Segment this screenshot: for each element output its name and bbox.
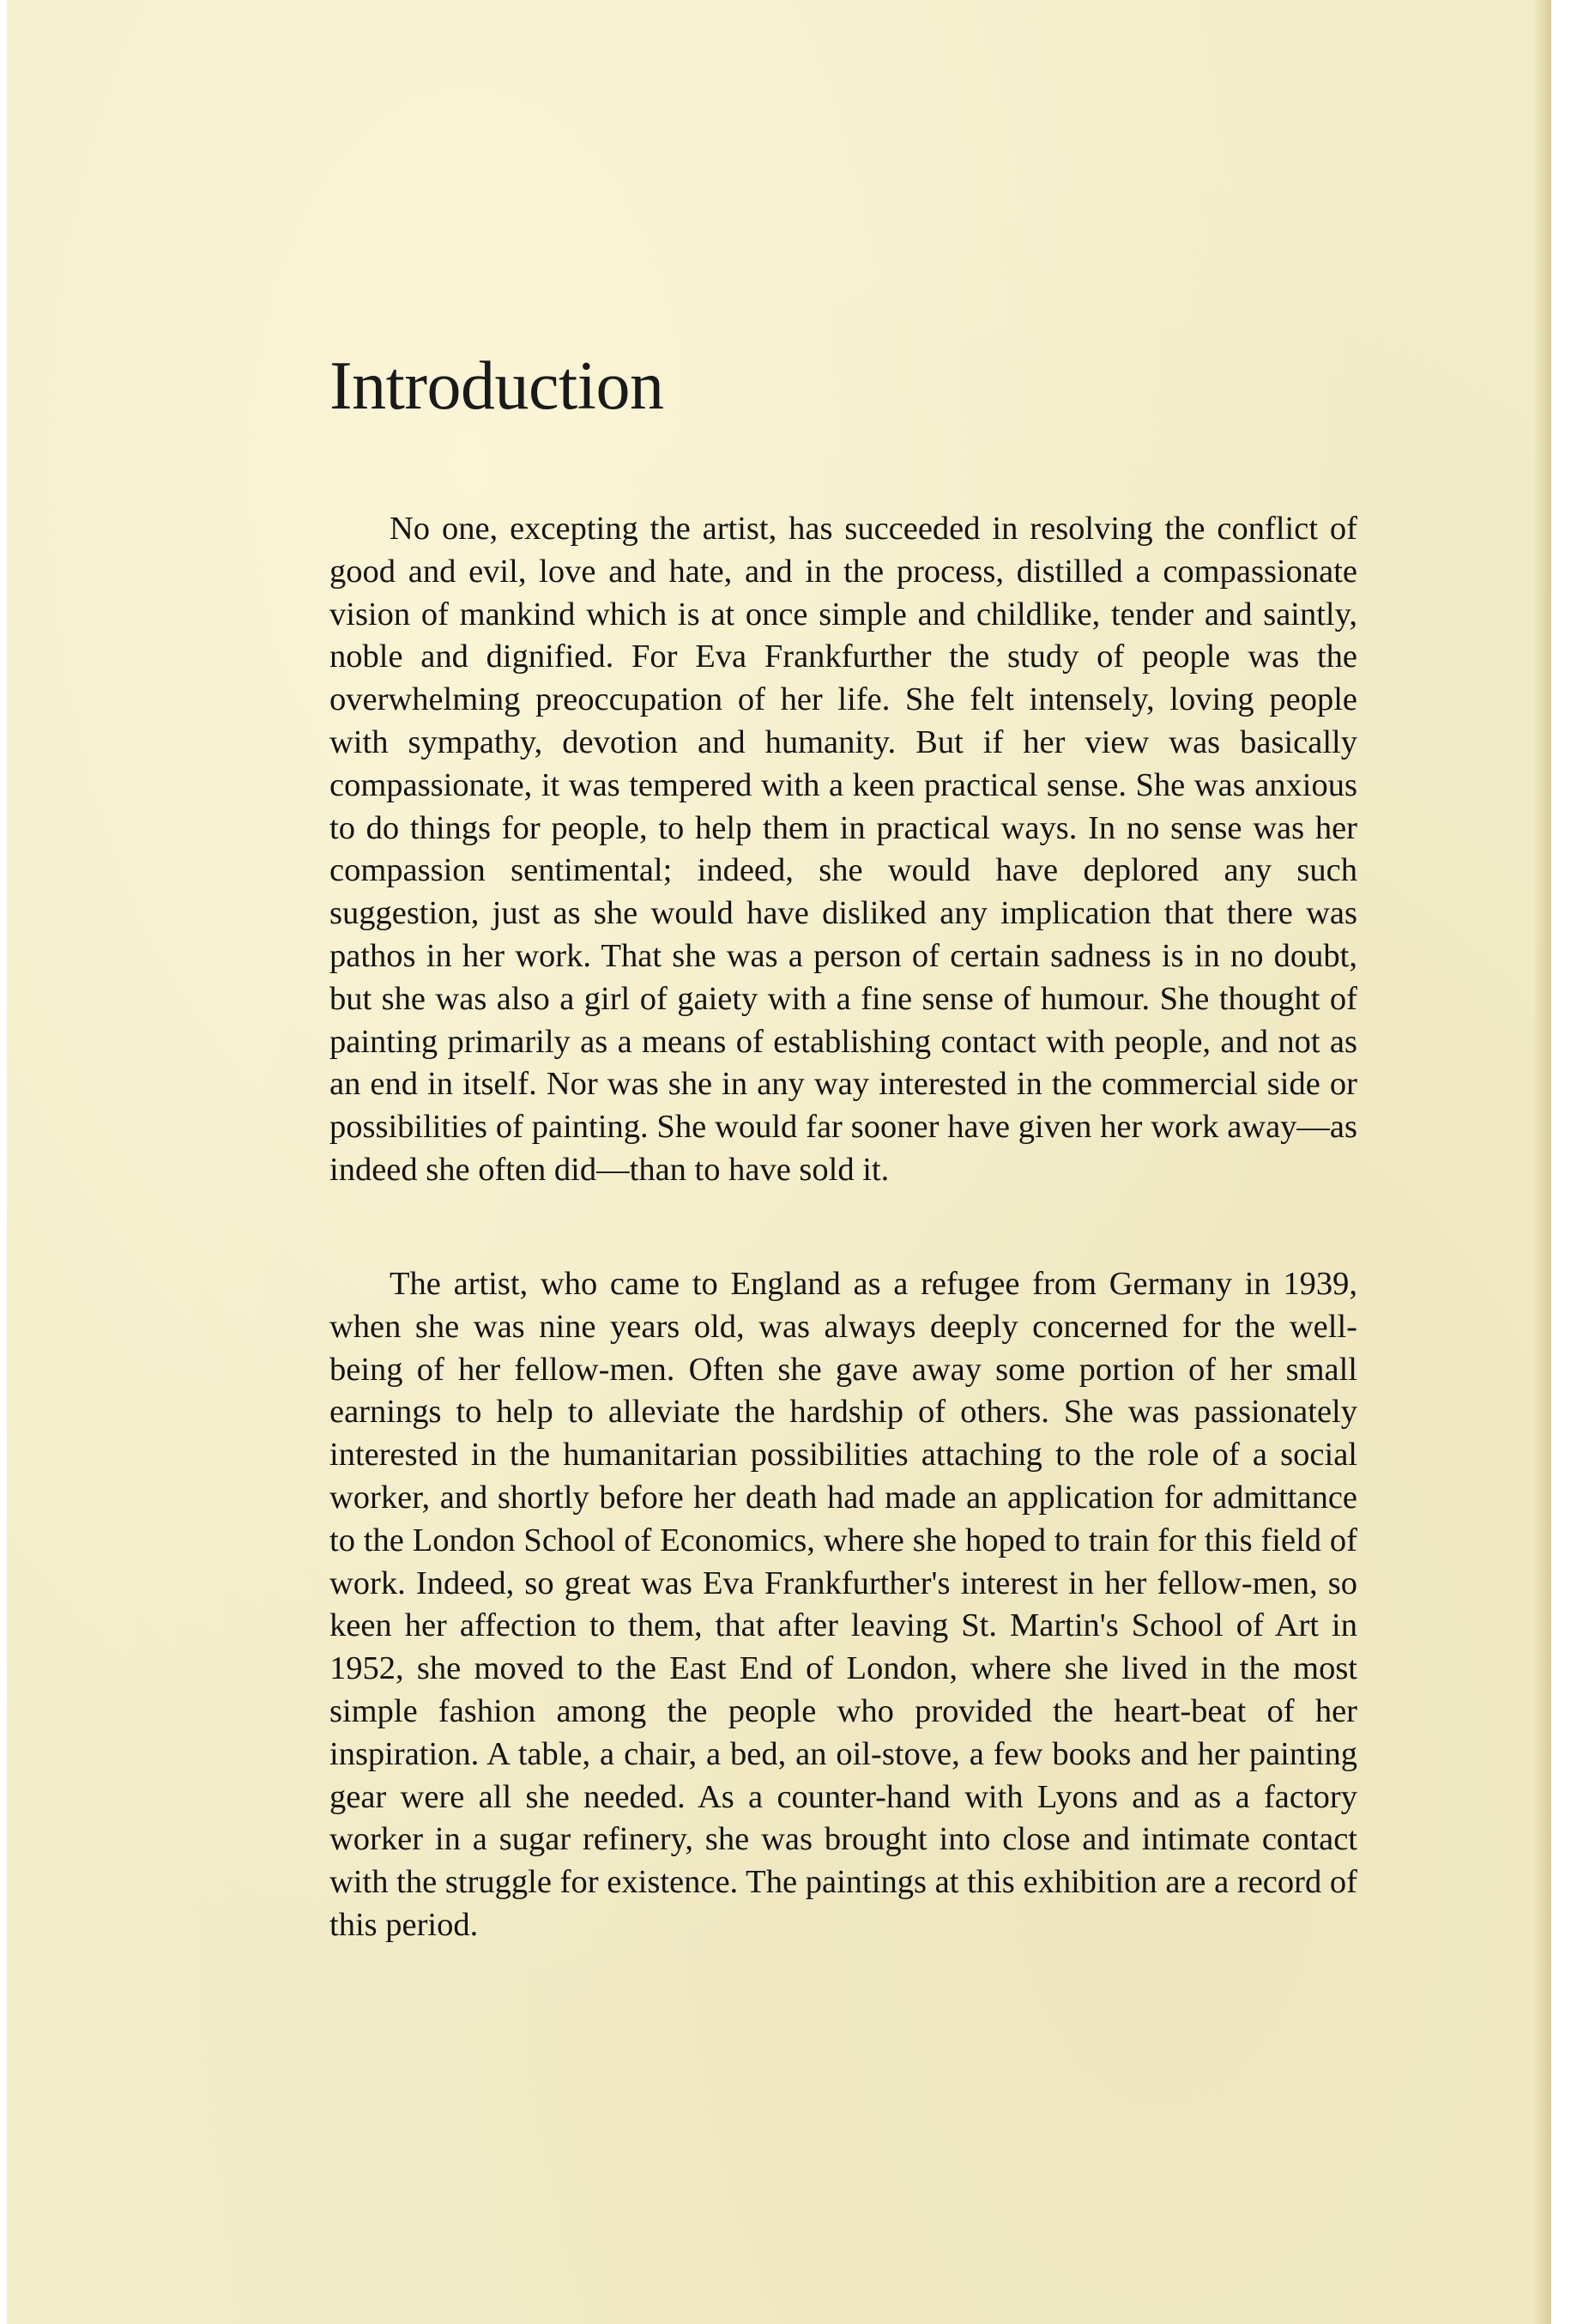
page-title: Introduction: [329, 348, 664, 424]
paragraph-1: No one, excepting the artist, has succeeded in resolving the conflict of good and evil, love and hate, and in the process, distilled a compassionate vision of mankind which is at once simple and childlike, tender and saintly, noble and dignified. For Eva Frankfurther the study of people was the overwhelming preoccupation of her life. She felt intensely, loving people with sympathy, devotion and humanity. But if her view was basically compassionate, it was tempered with a keen practical sense. She was anxious to do things for people, to help them in practical ways. In no sense was her compassion sentimental; indeed, she would have deplored any such suggestion, just as she would have disliked any implication that there was pathos in her work. That she was a person of certain sadness is in no doubt, but she was also a girl of gaiety with a fine sense of humour. She thought of painting primarily as a means of establishing contact with people, and not as an end in itself. Nor was she in any way interested in the commercial side or possibilities of painting. She would far sooner have given her work away—as indeed she often did—than to have sold it.: [329, 511, 1357, 1188]
book-page: [7, 0, 1551, 2324]
paragraph-2: The artist, who came to England as a refugee from Germany in 1939, when she was nine years old, was always deeply concerned for the well-being of her fellow-men. Often she gave away some portion of her small earnings to help to alleviate the hardship of others. She was passionately interested in the humanitarian possibilities attaching to the role of a social worker, and shortly before her death had made an application for admittance to the London School of Economics, where she hoped to train for this field of work. Indeed, so great was Eva Frankfurther's interest in her fellow-men, so keen her affection to them, that after leaving St. Martin's School of Art in 1952, she moved to the East End of London, where she lived in the most simple fashion among the people who provided the heart-beat of her inspiration. A table, a chair, a bed, an oil-stove, a few books and her painting gear were all she needed. As a counter-hand with Lyons and as a factory worker in a sugar refinery, she was brought into close and intimate contact with the struggle for existence. The paintings at this exhibition are a record of this period.: [329, 1266, 1357, 1943]
